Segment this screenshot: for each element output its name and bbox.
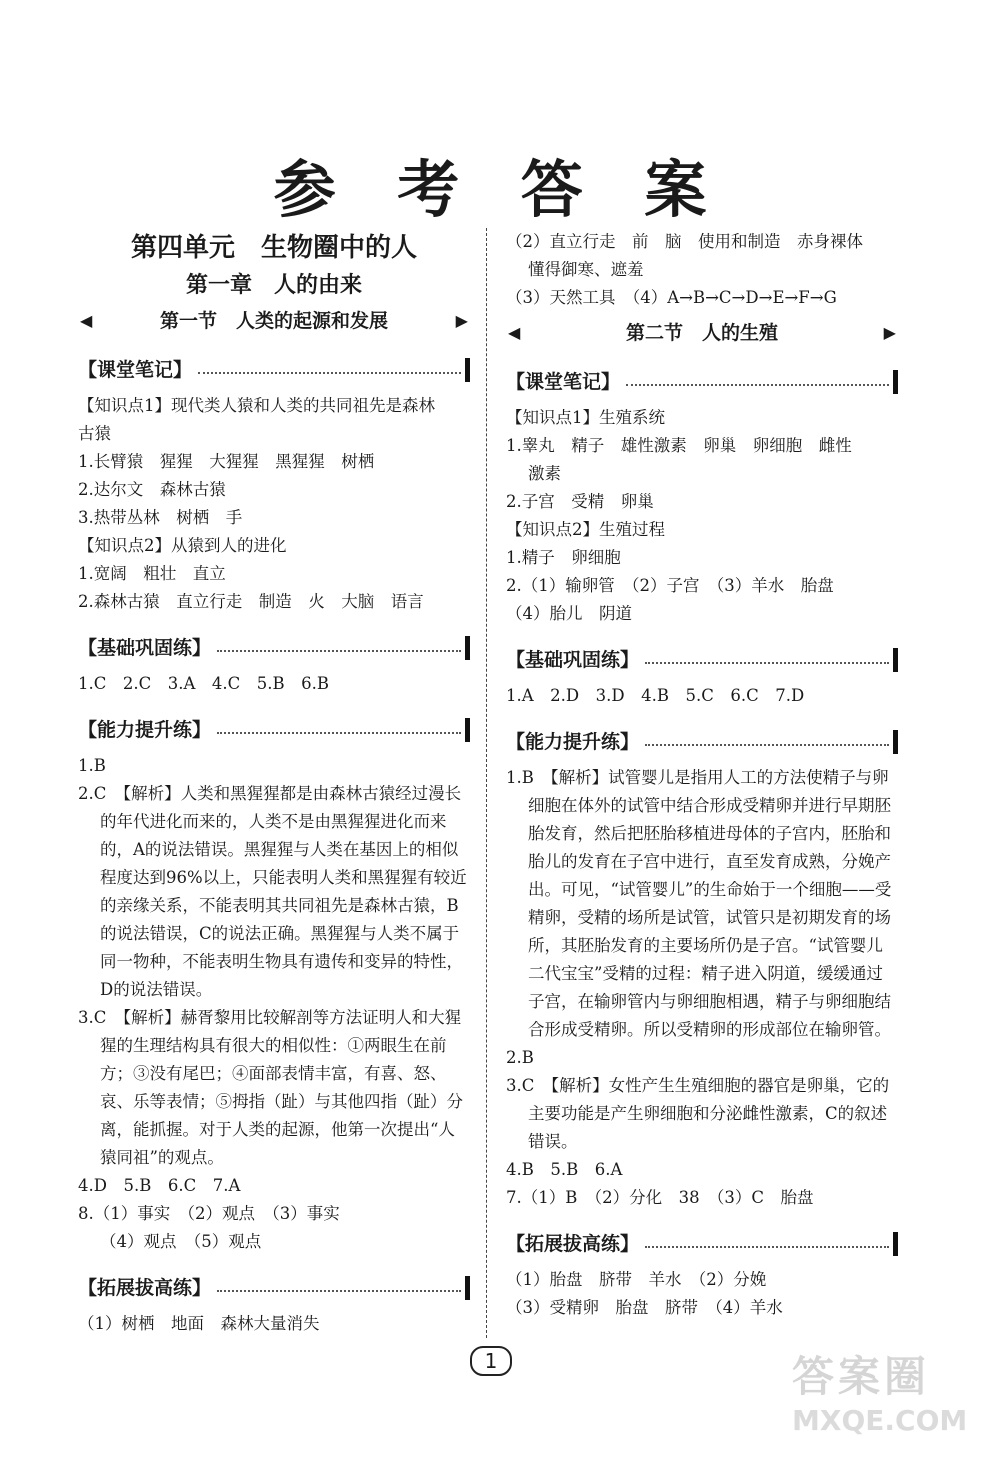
notes-line: 2.森林古猿 直立行走 制造 火 大脑 语言 xyxy=(78,592,424,611)
heading-label: 【拓展拔高练】 xyxy=(506,1233,640,1255)
answer-line: （2）直立行走 前 脑 使用和制造 赤身裸体 xyxy=(506,232,863,251)
answer-line: 懂得御寒、遮羞 xyxy=(528,260,644,279)
column-divider xyxy=(486,228,487,1338)
triangle-right-icon: ▶ xyxy=(455,311,468,330)
heading-extension-practice xyxy=(506,1226,898,1256)
notes-line: 激素 xyxy=(528,464,561,483)
answer-line: （3）天然工具 （4）A→B→C→D→E→F→G xyxy=(506,288,837,307)
dotted-leader xyxy=(217,650,461,652)
section-title-1 xyxy=(80,304,468,338)
answer-explanation: 3.C 【解析】女性产生生殖细胞的器官是卵巢，它的主要功能是产生卵细胞和分泌雌性激素，C的叙述错误。 xyxy=(506,1076,890,1151)
heading-bar xyxy=(465,1276,470,1300)
section-title-2 xyxy=(508,316,896,350)
answer-explanation: 3.C 【解析】赫胥黎用比较解剖等方法证明人和大猩猩的生理结构具有很大的相似性：①两眼生在前方；③没有尾巴；④面部表情丰富，有喜、怒、哀、乐等表情；⑤拇指（趾）与其他四指（趾）分离，能抓握。对于人类的起源，他第一次提出“人猿同祖”的观点。 xyxy=(78,1008,463,1167)
heading-label: 【基础巩固练】 xyxy=(506,649,640,671)
answer-line: 1.C 2.C 3.A 4.C 5.B 6.B xyxy=(78,674,329,693)
section-title-text: 第二节 人的生殖 xyxy=(625,322,778,344)
heading-class-notes xyxy=(506,364,898,394)
chapter-title: 第一章 人的由来 xyxy=(185,273,362,298)
watermark-logo xyxy=(792,1344,992,1464)
answer-line: （3）受精卵 胎盘 脐带 （4）羊水 xyxy=(506,1298,783,1317)
heading-bar xyxy=(893,370,898,394)
triangle-left-icon: ◀ xyxy=(508,323,521,342)
heading-label: 【能力提升练】 xyxy=(78,719,212,741)
notes-line: 2.（1）输卵管 （2）子宫 （3）羊水 胎盘 xyxy=(506,576,834,595)
answer-line: 7.（1）B （2）分化 38 （3）C 胎盘 xyxy=(506,1188,814,1207)
page-title: 参 考 答 案 xyxy=(273,153,727,226)
heading-bar xyxy=(893,648,898,672)
dotted-leader xyxy=(217,732,461,734)
dotted-leader xyxy=(217,1290,461,1292)
left-column xyxy=(78,228,470,1338)
notes-line: 1.长臂猿 猩猩 大猩猩 黑猩猩 树栖 xyxy=(78,452,375,471)
notes-line: 2.达尔文 森林古猿 xyxy=(78,480,226,499)
answer-line: 1.B xyxy=(78,756,106,775)
notes-line: 【知识点1】现代类人猿和人类的共同祖先是森林 xyxy=(78,396,435,415)
answer-line: 4.B 5.B 6.A xyxy=(506,1160,623,1179)
triangle-right-icon: ▶ xyxy=(883,323,896,342)
answer-line: （1）胎盘 脐带 羊水 （2）分娩 xyxy=(506,1270,767,1289)
heading-ability-practice xyxy=(506,724,898,754)
notes-line: 【知识点1】生殖系统 xyxy=(506,408,665,427)
notes-line: 【知识点2】从猿到人的进化 xyxy=(78,536,287,555)
heading-ability-practice xyxy=(78,712,470,742)
heading-bar xyxy=(893,1232,898,1256)
page-number: 1 xyxy=(470,1346,512,1376)
heading-basic-practice xyxy=(506,642,898,672)
heading-extension-practice xyxy=(78,1270,470,1300)
answer-explanation: 2.C 【解析】人类和黑猩猩都是由森林古猿经过漫长的年代进化而来的，人类不是由黑猩猩进化而来的，A的说法错误。黑猩猩与人类在基因上的相似程度达到96%以上，只能表明人类和黑猩猩有较近的亲缘关系，不能表明其共同祖先是森林古猿，B的说法错误，C的说法正确。黑猩猩与人类不属于同一物种，不能表明生物具有遗传和变异的特性，D的说法错误。 xyxy=(78,784,467,999)
heading-label: 【拓展拔高练】 xyxy=(78,1277,212,1299)
watermark-text: 答案圈 xyxy=(792,1352,931,1401)
notes-line: 古猿 xyxy=(78,424,111,443)
heading-label: 【课堂笔记】 xyxy=(78,359,193,381)
notes-line: 1.睾丸 精子 雄性激素 卵巢 卵细胞 雌性 xyxy=(506,436,852,455)
dotted-leader xyxy=(645,662,889,664)
heading-label: 【基础巩固练】 xyxy=(78,637,212,659)
dotted-leader xyxy=(626,384,889,386)
heading-bar xyxy=(893,730,898,754)
unit-title: 第四单元 生物圈中的人 xyxy=(130,233,417,263)
answer-line: （1）树栖 地面 森林大量消失 xyxy=(78,1314,320,1333)
heading-label: 【能力提升练】 xyxy=(506,731,640,753)
dotted-leader xyxy=(645,744,889,746)
notes-line: 3.热带丛林 树栖 手 xyxy=(78,508,243,527)
heading-class-notes xyxy=(78,352,470,382)
notes-line: （4）胎儿 阴道 xyxy=(506,604,632,623)
heading-bar xyxy=(465,718,470,742)
answer-explanation: 1.B 【解析】试管婴儿是指用人工的方法使精子与卵细胞在体外的试管中结合形成受精卵并进行早期胚胎发育，然后把胚胎移植进母体的子宫内，胚胎和胎儿的发育在子宫中进行，直至发育成熟，分娩产出。可见，“试管婴儿”的生命始于一个细胞——受精卵，受精的场所是试管，试管只是初期发育的场所，其胚胎发育的主要场所仍是子宫。“试管婴儿二代宝宝”受精的过程：精子进入阴道，缓缓通过子宫，在输卵管内与卵细胞相遇，精子与卵细胞结合形成受精卵。所以受精卵的形成部位在输卵管。 xyxy=(506,768,892,1039)
notes-line: 1.精子 卵细胞 xyxy=(506,548,621,567)
watermark-url: MXQE.COM xyxy=(792,1404,968,1437)
right-column xyxy=(506,228,898,1322)
notes-line: 2.子宫 受精 卵巢 xyxy=(506,492,654,511)
heading-label: 【课堂笔记】 xyxy=(506,371,621,393)
heading-basic-practice xyxy=(78,630,470,660)
answer-line: 1.A 2.D 3.D 4.B 5.C 6.C 7.D xyxy=(506,686,805,705)
heading-bar xyxy=(465,636,470,660)
dotted-leader xyxy=(198,372,461,374)
dotted-leader xyxy=(645,1246,889,1248)
heading-bar xyxy=(465,358,470,382)
notes-line: 【知识点2】生殖过程 xyxy=(506,520,665,539)
answer-line: （4）观点 （5）观点 xyxy=(100,1232,262,1251)
answer-line: 4.D 5.B 6.C 7.A xyxy=(78,1176,241,1195)
notes-line: 1.宽阔 粗壮 直立 xyxy=(78,564,226,583)
answer-line: 8.（1）事实 （2）观点 （3）事实 xyxy=(78,1204,340,1223)
answer-line: 2.B xyxy=(506,1048,534,1067)
section-title-text: 第一节 人类的起源和发展 xyxy=(159,310,388,332)
triangle-left-icon: ◀ xyxy=(80,311,93,330)
